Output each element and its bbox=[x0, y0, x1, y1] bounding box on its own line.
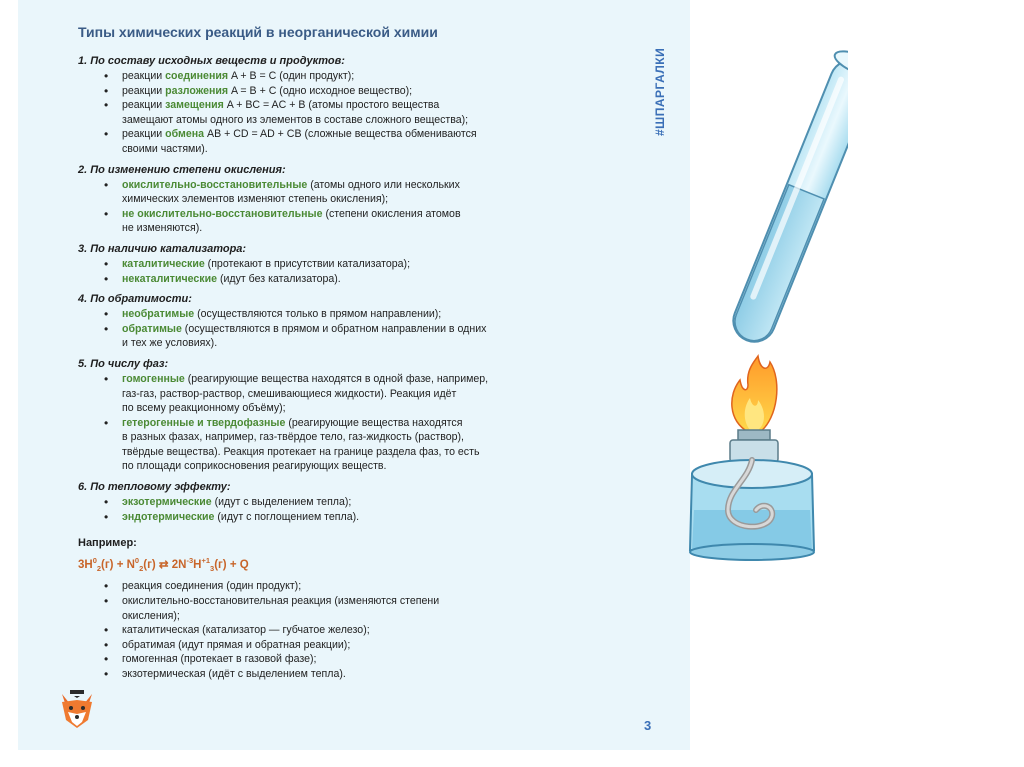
equilibrium-arrow: ⇄ bbox=[158, 559, 169, 572]
section-heading: 3. По наличию катализатора: bbox=[78, 242, 247, 255]
list-item: • реакции замещения A + BC = AC + B (атомы простого вещества замещают атомы одного из элементов в составе сложного вещества); bbox=[96, 98, 638, 127]
section-heading: 2. По изменению степени окисления: bbox=[78, 163, 286, 176]
section-composition bbox=[78, 54, 638, 157]
side-tag: #ШПАРГАЛКИ bbox=[653, 47, 667, 136]
section-phases bbox=[78, 357, 638, 474]
list-item: • гомогенные (реагирующие вещества находятся в одной фазе, например, газ-газ, раствор-раствор, смешивающиеся жидкости). Реакция идёт по всему реакционному объёму); bbox=[96, 372, 638, 416]
example-equation: $3H^0_2(г) + N^0_2(г)$ ⇄ $2N^{-3}H^{+1}_3(г) + Q$ bbox=[78, 556, 249, 574]
worksheet-page bbox=[18, 0, 690, 750]
section-catalyst bbox=[78, 242, 638, 286]
list-item: • экзотермические (идут с выделением тепла); bbox=[96, 495, 638, 510]
content bbox=[78, 20, 638, 682]
flame-icon bbox=[732, 356, 777, 432]
list-item: • реакции соединения A + B = C (один продукт); bbox=[96, 69, 638, 84]
list-item: • экзотермическая (идёт с выделением тепла). bbox=[96, 667, 638, 682]
list-item: • некаталитические (идут без катализатора). bbox=[96, 272, 638, 287]
section-oxidation bbox=[78, 163, 638, 236]
section-thermal bbox=[78, 480, 638, 524]
alcohol-burner-icon bbox=[690, 430, 814, 560]
example-list bbox=[78, 579, 638, 681]
section-heading: 1. По составу исходных веществ и продуктов: bbox=[78, 55, 345, 67]
page-title: Типы химических реакций в неорганической химии bbox=[78, 24, 438, 40]
test-tube-over-burner-illustration bbox=[688, 40, 848, 570]
fox-mascot-icon bbox=[58, 690, 96, 730]
list-item: • реакции обмена AB + CD = AD + CB (сложные вещества обмениваются своими частями). bbox=[96, 127, 638, 156]
list-item: • не окислительно-восстановительные (степени окисления атомов не изменяются). bbox=[96, 207, 638, 236]
list-item: • окислительно-восстановительные (атомы одного или нескольких химических элементов изменяют степень окисления); bbox=[96, 178, 638, 207]
list-item: • реакция соединения (один продукт); bbox=[96, 579, 638, 594]
list-item: • эндотермические (идут с поглощением тепла). bbox=[96, 510, 638, 525]
section-heading: 6. По тепловому эффекту: bbox=[78, 481, 231, 494]
test-tube-icon bbox=[723, 46, 848, 349]
list-item: • обратимые (осуществляются в прямом и обратном направлении в одних и тех же условиях). bbox=[96, 322, 638, 351]
section-heading: 5. По числу фаз: bbox=[78, 357, 169, 370]
list-item: • необратимые (осуществляются только в прямом направлении); bbox=[96, 307, 638, 322]
list-item: • гомогенная (протекает в газовой фазе); bbox=[96, 652, 638, 667]
list-item: • реакции разложения A = B + C (одно исходное вещество); bbox=[96, 84, 638, 99]
list-item: • каталитические (протекают в присутствии катализатора); bbox=[96, 257, 638, 272]
example-label: Например: bbox=[78, 537, 137, 550]
list-item: • гетерогенные и твердофазные (реагирующие вещества находятся в разных фазах, например, газ-твёрдое тело, газ-жидкость (раствор), твёрдые вещества). Реакция протекает на границе раздела фаз, то есть по площади соприкосновения реагирующих веществ. bbox=[96, 416, 638, 474]
section-reversibility bbox=[78, 292, 638, 351]
page-number: 3 bbox=[644, 718, 652, 733]
list-item: • каталитическая (катализатор — губчатое железо); bbox=[96, 623, 638, 638]
list-item: • окислительно-восстановительная реакция (изменяются степени окисления); bbox=[96, 594, 638, 623]
section-heading: 4. По обратимости: bbox=[78, 293, 192, 306]
list-item: • обратимая (идут прямая и обратная реакции); bbox=[96, 638, 638, 653]
